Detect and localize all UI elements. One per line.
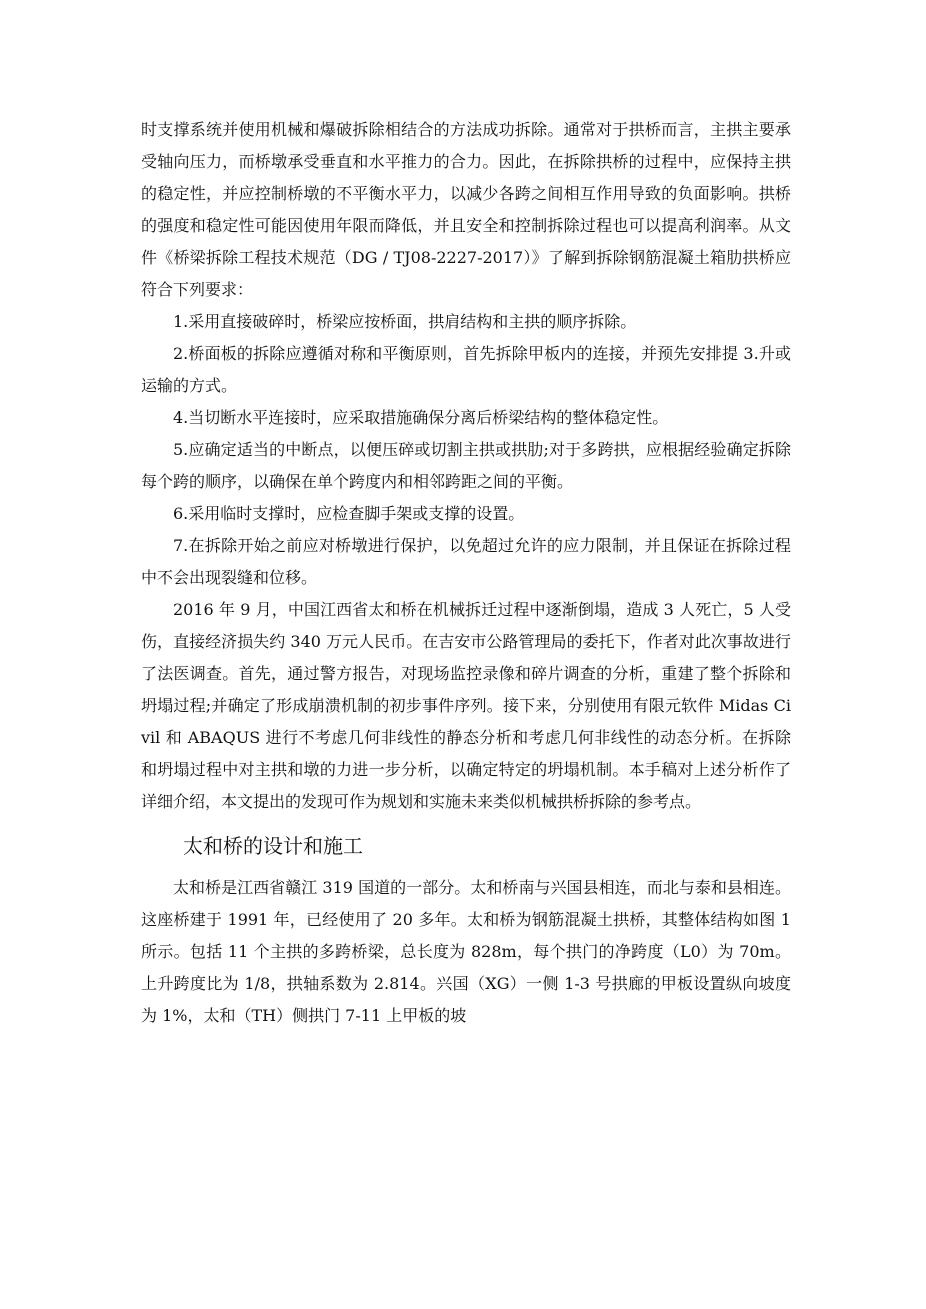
requirement-item-6: 6.采用临时支撑时，应检查脚手架或支撑的设置。 (173, 504, 525, 523)
requirement-item-7: 7.在拆除开始之前应对桥墩进行保护，以免超过允许的应力限制，并且保证在拆除过程中不会出现裂缝和位移。 (141, 536, 791, 587)
accident-paragraph: 2016 年 9 月，中国江西省太和桥在机械拆迁过程中逐渐倒塌，造成 3 人死亡，5 人受伤，直接经济损失约 340 万元人民币。在吉安市公路管理局的委托下，作者对此次事故进行了法医调查。首先，通过警方报告，对现场监控录像和碎片调查的分析，重建了整个拆除和坍塌过程;并确定了形成崩溃机制的初步事件序列。接下来，分别使用有限元软件 Midas Civil 和 ABAQUS 进行不考虑几何非线性的静态分析和考虑几何非线性的动态分析。在拆除和坍塌过程中对主拱和墩的力进一步分析，以确定特定的坍塌机制。本手稿对上述分析作了详细介绍，本文提出的发现可作为规划和实施未来类似机械拱桥拆除的参考点。 (141, 600, 791, 811)
requirement-item-5: 5.应确定适当的中断点，以便压碎或切割主拱或拱肋;对于多跨拱，应根据经验确定拆除每个跨的顺序，以确保在单个跨度内和相邻跨距之间的平衡。 (141, 440, 791, 491)
intro-paragraph: 时支撑系统并使用机械和爆破拆除相结合的方法成功拆除。通常对于拱桥而言，主拱主要承受轴向压力，而桥墩承受垂直和水平推力的合力。因此，在拆除拱桥的过程中，应保持主拱的稳定性，并应控制桥墩的不平衡水平力，以减少各跨之间相互作用导致的负面影响。拱桥的强度和稳定性可能因使用年限而降低，并且安全和控制拆除过程也可以提高利润率。从文件《桥梁拆除工程技术规范（DG / TJ08-2227-2017）》了解到拆除钢筋混凝土箱肋拱桥应符合下列要求： (141, 120, 791, 299)
requirement-item-2: 2.桥面板的拆除应遵循对称和平衡原则，首先拆除甲板内的连接，并预先安排提 3.升或运输的方式。 (141, 344, 791, 395)
section-heading: 太和桥的设计和施工 (183, 834, 363, 858)
requirement-item-4: 4.当切断水平连接时，应采取措施确保分离后桥梁结构的整体稳定性。 (173, 408, 669, 427)
document-page (141, 114, 791, 1032)
section-paragraph: 太和桥是江西省赣江 319 国道的一部分。太和桥南与兴国县相连，而北与泰和县相连。这座桥建于 1991 年，已经使用了 20 多年。太和桥为钢筋混凝土拱桥，其整体结构如图 1 所示。包括 11 个主拱的多跨桥梁，总长度为 828m，每个拱门的净跨度（L0）为 70m。上升跨度比为 1/8，拱轴系数为 2.814。兴国（XG）一侧 1-3 号拱廊的甲板设置纵向坡度为 1%，太和（TH）侧拱门 7-11 上甲板的坡 (141, 878, 791, 1025)
requirement-item-1: 1.采用直接破碎时，桥梁应按桥面，拱肩结构和主拱的顺序拆除。 (173, 312, 637, 331)
